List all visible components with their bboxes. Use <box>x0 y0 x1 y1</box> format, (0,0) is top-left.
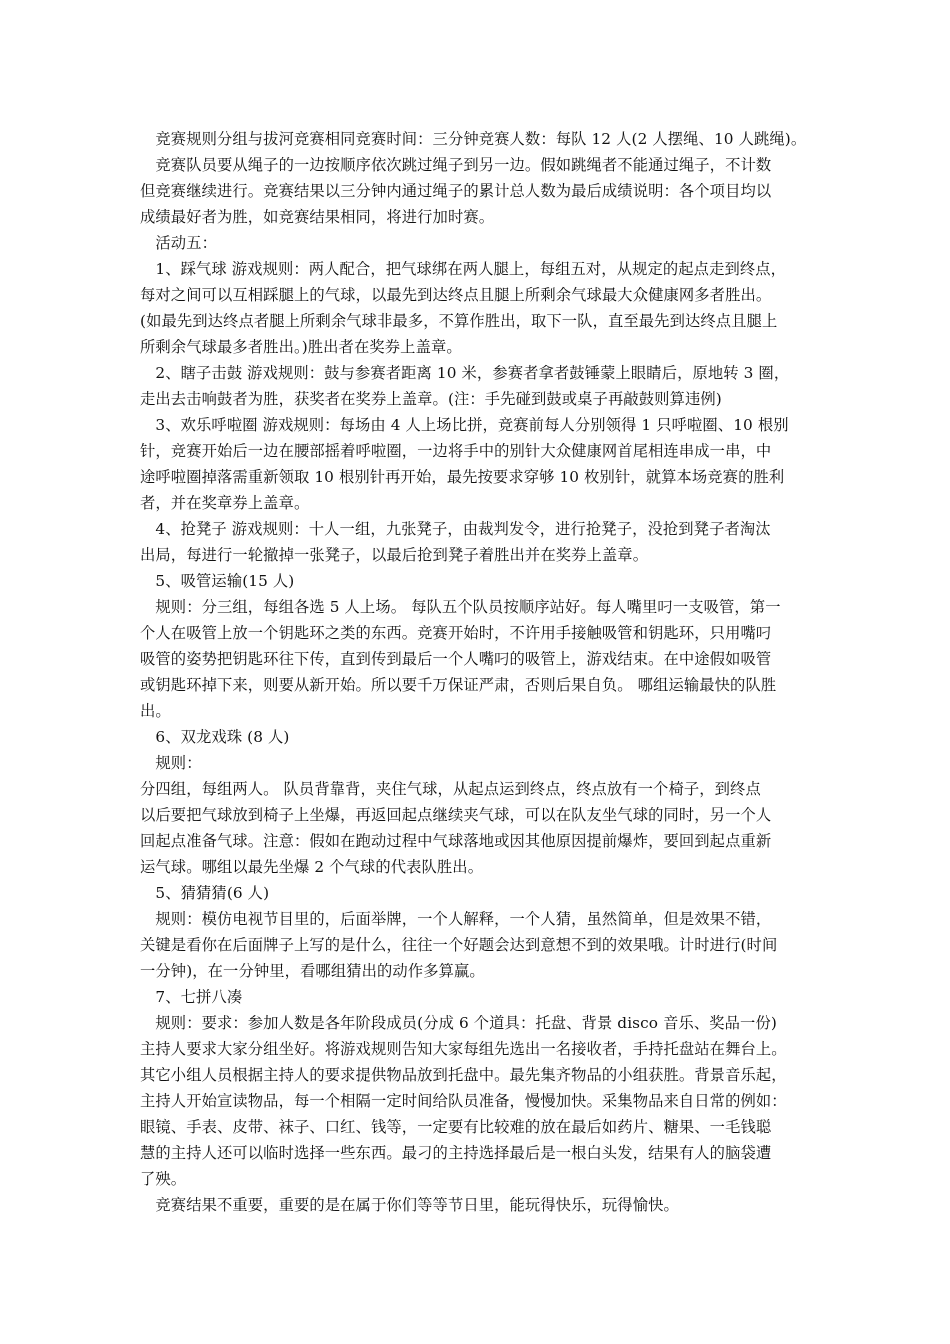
paragraph <box>140 1192 812 1218</box>
text-line: 竞赛队员要从绳子的一边按顺序依次跳过绳子到另一边。假如跳绳者不能通过绳子，不计数 <box>140 156 772 174</box>
paragraph <box>140 568 812 594</box>
text-line: 出局，每进行一轮撤掉一张凳子，以最后抢到凳子着胜出并在奖券上盖章。 <box>140 546 649 564</box>
paragraph <box>140 984 812 1010</box>
text-line: 5、吸管运输(15 人) <box>140 572 295 590</box>
text-line: 活动五： <box>140 234 217 252</box>
text-line: 个人在吸管上放一个钥匙环之类的东西。竞赛开始时，不许用手接触吸管和钥匙环，只用嘴叼 <box>140 624 772 642</box>
text-line: 途呼啦圈掉落需重新领取 10 根别针再开始，最先按要求穿够 10 枚别针，就算本场竞赛的胜利 <box>140 468 785 486</box>
paragraph <box>140 256 812 360</box>
text-line: 回起点准备气球。注意：假如在跑动过程中气球落地或因其他原因提前爆炸，要回到起点重新 <box>140 832 772 850</box>
paragraph <box>140 750 812 776</box>
text-line: 规则：模仿电视节目里的，后面举牌，一个人解释，一个人猜，虽然简单，但是效果不错， <box>140 910 772 928</box>
text-line: 7、七拼八凑 <box>140 988 243 1006</box>
text-line: 者，并在奖章券上盖章。 <box>140 494 310 512</box>
text-line: 一分钟)，在一分钟里，看哪组猜出的动作多算赢。 <box>140 962 485 980</box>
text-line: 规则： <box>140 754 202 772</box>
text-line: 针，竞赛开始后一边在腰部摇着呼啦圈，一边将手中的别针大众健康网首尾相连串成一串，中 <box>140 442 772 460</box>
text-line: 以后要把气球放到椅子上坐爆，再返回起点继续夹气球，可以在队友坐气球的同时，另一个人 <box>140 806 772 824</box>
text-line: 成绩最好者为胜，如竞赛结果相同，将进行加时赛。 <box>140 208 495 226</box>
text-line: 分四组，每组两人。 队员背靠背，夹住气球，从起点运到终点，终点放有一个椅子，到终点 <box>140 780 761 798</box>
paragraph <box>140 1010 812 1192</box>
text-line: 每对之间可以互相踩腿上的气球，以最先到达终点且腿上所剩余气球最大众健康网多者胜出。 <box>140 286 772 304</box>
paragraph <box>140 776 812 880</box>
text-line: 吸管的姿势把钥匙环往下传，直到传到最后一个人嘴叼的吸管上，游戏结束。在中途假如吸管 <box>140 650 772 668</box>
text-line: 运气球。哪组以最先坐爆 2 个气球的代表队胜出。 <box>140 858 484 876</box>
text-line: 规则：分三组，每组各选 5 人上场。 每队五个队员按顺序站好。每人嘴里叼一支吸管，第一 <box>140 598 781 616</box>
text-line: 了殃。 <box>140 1170 187 1188</box>
text-line: 慧的主持人还可以临时选择一些东西。最刁的主持选择最后是一根白头发，结果有人的脑袋遭 <box>140 1144 772 1162</box>
text-line: 竞赛结果不重要，重要的是在属于你们等等节日里，能玩得快乐，玩得愉快。 <box>140 1196 679 1214</box>
text-line: 所剩余气球最多者胜出。)胜出者在奖券上盖章。 <box>140 338 462 356</box>
paragraph <box>140 126 812 152</box>
paragraph <box>140 906 812 984</box>
text-line: 6、双龙戏珠 (8 人) <box>140 728 290 746</box>
text-line: 其它小组人员根据主持人的要求提供物品放到托盘中。最先集齐物品的小组获胜。背景音乐起， <box>140 1066 787 1084</box>
text-line: 主持人开始宣读物品，每一个相隔一定时间给队员准备，慢慢加快。采集物品来自日常的例如： <box>140 1092 787 1110</box>
text-line: 竞赛规则分组与拔河竞赛相同竞赛时间：三分钟竞赛人数：每队 12 人(2 人摆绳、10 人跳绳)。 <box>140 130 807 148</box>
paragraph <box>140 594 812 724</box>
document-body <box>140 126 812 1218</box>
text-line: 走出去击响鼓者为胜，获奖者在奖券上盖章。(注：手先碰到鼓或桌子再敲鼓则算违例) <box>140 390 722 408</box>
paragraph <box>140 152 812 230</box>
text-line: 5、猜猜猜(6 人) <box>140 884 270 902</box>
text-line: 但竞赛继续进行。竞赛结果以三分钟内通过绳子的累计总人数为最后成绩说明：各个项目均以 <box>140 182 772 200</box>
text-line: 主持人要求大家分组坐好。将游戏规则告知大家每组先选出一名接收者，手持托盘站在舞台上。 <box>140 1040 787 1058</box>
paragraph <box>140 230 812 256</box>
paragraph <box>140 724 812 750</box>
paragraph <box>140 880 812 906</box>
text-line: 4、抢凳子 游戏规则：十人一组，九张凳子，由裁判发令，进行抢凳子，没抢到凳子者淘汰 <box>140 520 771 538</box>
text-line: 2、瞎子击鼓 游戏规则：鼓与参赛者距离 10 米，参赛者拿者鼓锤蒙上眼睛后，原地转 3 圈， <box>140 364 790 382</box>
paragraph <box>140 516 812 568</box>
text-line: 关键是看你在后面牌子上写的是什么，往往一个好题会达到意想不到的效果哦。计时进行(时间 <box>140 936 778 954</box>
text-line: 规则：要求：参加人数是各年阶段成员(分成 6 个道具：托盘、背景 disco 音乐、奖品一份) <box>140 1014 777 1032</box>
text-line: 眼镜、手表、皮带、袜子、口红、钱等，一定要有比较难的放在最后如药片、糖果、一毛钱聪 <box>140 1118 772 1136</box>
paragraph <box>140 360 812 412</box>
text-line: 1、踩气球 游戏规则：两人配合，把气球绑在两人腿上，每组五对，从规定的起点走到终点， <box>140 260 787 278</box>
text-line: 3、欢乐呼啦圈 游戏规则：每场由 4 人上场比拼，竞赛前每人分别领得 1 只呼啦圈、10 根别 <box>140 416 789 434</box>
paragraph <box>140 412 812 516</box>
text-line: 或钥匙环掉下来，则要从新开始。所以要千万保证严肃，否则后果自负。 哪组运输最快的队胜 <box>140 676 777 694</box>
text-line: (如最先到达终点者腿上所剩余气球非最多，不算作胜出，取下一队，直至最先到达终点且腿上 <box>140 312 778 330</box>
text-line: 出。 <box>140 702 171 720</box>
